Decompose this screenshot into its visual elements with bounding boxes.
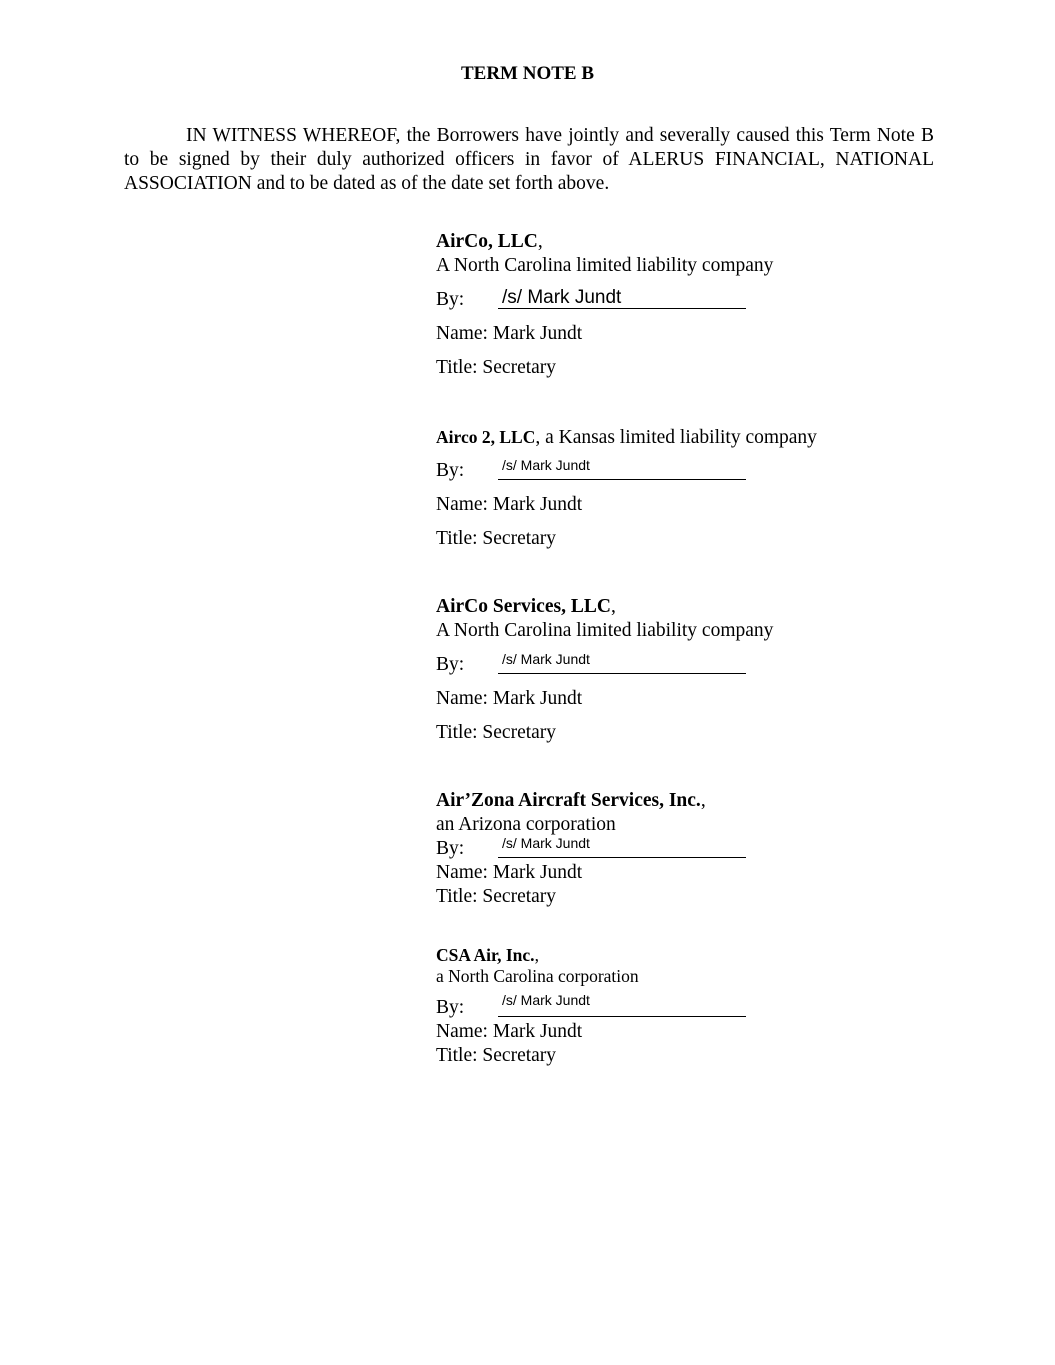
signature-row <box>436 837 756 861</box>
signature-row <box>436 459 756 483</box>
signature-row <box>436 288 756 312</box>
entity-name: AirCo, LLC <box>436 231 538 252</box>
signature-text: /s/ Mark Jundt <box>502 651 590 667</box>
entity-description: a North Carolina corporation <box>436 966 639 986</box>
intro-paragraph <box>124 124 934 196</box>
signature-line <box>498 837 746 858</box>
signer-name: Name: Mark Jundt <box>436 323 583 344</box>
signature-line <box>498 459 746 480</box>
entity-name: Airco 2, LLC <box>436 427 536 447</box>
entity-suffix: , <box>610 596 616 617</box>
entity-name: AirCo Services, LLC <box>436 596 611 617</box>
entity-suffix: , <box>534 945 539 965</box>
entity-heading <box>436 425 817 450</box>
signer-name: Name: Mark Jundt <box>436 688 583 709</box>
signer-title: Title: Secretary <box>436 722 557 743</box>
entity-heading <box>436 789 706 813</box>
signer-title: Title: Secretary <box>436 1045 557 1066</box>
by-label: By: <box>436 997 465 1018</box>
entity-suffix: , <box>700 790 706 811</box>
entity-name: Air’Zona Aircraft Services, Inc. <box>436 790 701 811</box>
signature-line <box>498 996 746 1017</box>
entity-description: A North Carolina limited liability company <box>436 620 774 641</box>
signer-title: Title: Secretary <box>436 357 557 378</box>
page-title: TERM NOTE B <box>460 63 595 84</box>
entity-suffix: , <box>537 231 543 252</box>
signature-row <box>436 992 756 1020</box>
signer-name: Name: Mark Jundt <box>436 494 583 515</box>
signature-line <box>498 653 746 674</box>
by-label: By: <box>436 654 465 675</box>
signature-text: /s/ Mark Jundt <box>502 457 590 473</box>
signer-title: Title: Secretary <box>436 528 557 549</box>
signer-name: Name: Mark Jundt <box>436 862 583 883</box>
signer-name: Name: Mark Jundt <box>436 1021 583 1042</box>
by-label: By: <box>436 289 465 310</box>
entity-description: an Arizona corporation <box>436 814 616 835</box>
entity-heading <box>436 595 616 619</box>
entity-suffix: , a Kansas limited liability company <box>535 427 817 448</box>
signature-text: /s/ Mark Jundt <box>502 835 590 851</box>
by-label: By: <box>436 838 465 859</box>
entity-name: CSA Air, Inc. <box>436 945 535 965</box>
intro-text: IN WITNESS WHEREOF, the Borrowers have jointly and severally caused this Term Note B to be signed by their duly authorized officers in favor of ALERUS FINANCIAL, NATIONAL ASSOCIATION and to be dated as of the date set forth above. <box>124 125 934 194</box>
signature-text: /s/ Mark Jundt <box>502 287 622 308</box>
signer-title: Title: Secretary <box>436 886 557 907</box>
entity-description: A North Carolina limited liability company <box>436 255 774 276</box>
by-label: By: <box>436 460 465 481</box>
entity-heading <box>436 230 543 254</box>
signature-text: /s/ Mark Jundt <box>502 992 590 1008</box>
signature-row <box>436 653 756 677</box>
signature-line <box>498 288 746 309</box>
